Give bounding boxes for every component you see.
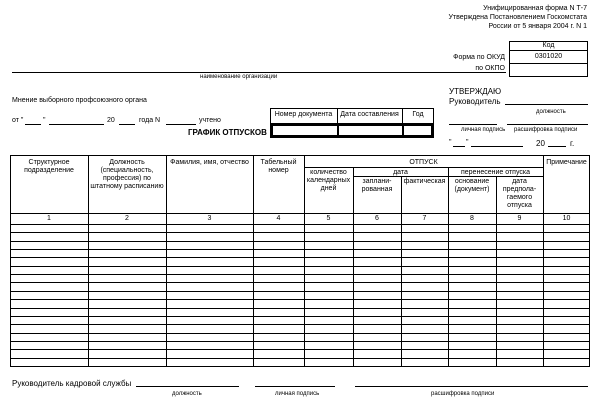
form-title: ГРАФИК ОТПУСКОВ [188,128,267,137]
approve-head: Руководитель [449,97,501,106]
header-transfer: перенесение отпуска [460,169,530,176]
grid-hline [10,341,590,342]
union-label: Мнение выборного профсоюзного органа [12,97,147,104]
approve-year-suffix: г. [570,139,575,148]
grid-hline [10,257,590,258]
approve-decoding-caption: расшифровка подписи [514,127,578,133]
grid-vline [304,155,305,366]
doc-number-header: Номер документа [274,111,333,118]
header-note: Примечание [546,159,587,166]
grid-hline [10,291,590,292]
approve-year: 20 [536,139,545,148]
grid-hline [10,333,590,334]
column-number: 5 [326,215,331,222]
approve-month-line[interactable] [471,146,523,147]
grid-hline [10,274,590,275]
code-header: Код [542,42,555,49]
grid-hline [10,232,590,233]
org-name-line[interactable] [12,72,506,73]
form-header-line1: Унифицированная форма N Т-7 [483,5,587,12]
grid-hline [353,176,448,177]
union-protocol: года N [139,117,161,124]
column-number: 9 [517,215,522,222]
footer-decoding-line[interactable] [355,386,588,387]
grid-hline [10,213,590,214]
header-actual: фактическая [403,178,446,185]
doc-values-row[interactable] [271,124,433,137]
union-from: от " [12,117,24,124]
header-tab-no: Табельный номер [260,159,297,174]
header-date: дата [393,169,408,176]
approve-quote2: " [466,139,469,146]
grid-hline [10,241,590,242]
header-position: Должность (специальность, профессия) по штатному расписанию [90,159,164,190]
grid-vline [401,176,402,366]
grid-hline [10,324,590,325]
grid-hline [448,176,543,177]
grid-vline [496,176,497,366]
footer-position-line[interactable] [136,386,239,387]
grid-hline [10,224,590,225]
form-header-line3: России от 5 января 2004 г. N 1 [488,23,587,30]
footer-position-caption: должность [172,391,202,397]
form-header-line2: Утверждена Постановлением Госкомстата [448,14,587,21]
grid-hline [10,349,590,350]
header-vacation: ОТПУСК [409,159,438,166]
header-days: количество календарных дней [306,169,351,192]
grid-vline [88,155,89,366]
column-number: 6 [375,215,379,222]
approve-position-caption: должность [536,109,566,115]
grid-hline [10,299,590,300]
approve-quote1: " [449,139,452,146]
union-taken: учтено [199,117,221,124]
header-planned: заплани-рованная [361,178,393,193]
doc-year-header: Год [412,111,424,118]
okud-label: Форма по ОКУД [453,54,505,61]
union-year: 20 [107,117,115,124]
header-basis: основание (документ) [454,178,490,193]
approve-decoding-line[interactable] [507,124,588,125]
column-number: 2 [125,215,129,222]
union-month-line[interactable] [49,124,104,125]
approve-year-line[interactable] [548,146,566,147]
grid-vline [166,155,167,366]
header-name: Фамилия, имя, отчество [170,159,249,166]
grid-hline [304,167,543,168]
column-number: 10 [562,215,571,222]
union-number-line[interactable] [166,124,196,125]
grid-hline [10,266,590,267]
column-number: 7 [422,215,427,222]
grid-hline [10,282,590,283]
grid-hline [10,358,590,359]
org-caption: наименование организации [200,74,278,80]
doc-date-header: Дата составления [340,111,399,118]
column-number: 3 [207,215,212,222]
column-number: 4 [276,215,281,222]
footer-signature-line[interactable] [255,386,335,387]
grid-vline [543,155,544,366]
header-unit: Структурное подразделение [24,159,74,174]
grid-hline [10,249,590,250]
column-number: 8 [470,215,474,222]
okpo-label: по ОКПО [475,65,505,72]
footer-signature-caption: личная подпись [275,391,320,397]
footer-label: Руководитель кадровой службы [12,379,132,388]
grid-vline [253,155,254,366]
column-number: 1 [47,215,51,222]
okud-value[interactable]: 0301020 [534,53,563,60]
approve-day-line[interactable] [453,146,465,147]
union-quote: " [43,117,46,124]
grid-hline [10,316,590,317]
union-day-line[interactable] [25,124,41,125]
approve-heading: УТВЕРЖДАЮ [449,87,502,96]
approve-signature-line[interactable] [449,124,497,125]
footer-decoding-caption: расшифровка подписи [431,391,495,397]
union-year-line[interactable] [119,124,135,125]
header-expected: дата предпола-гаемого отпуска [502,178,537,209]
grid-hline [10,308,590,309]
approve-position-line[interactable] [505,104,588,105]
approve-signature-caption: личная подпись [461,127,506,133]
